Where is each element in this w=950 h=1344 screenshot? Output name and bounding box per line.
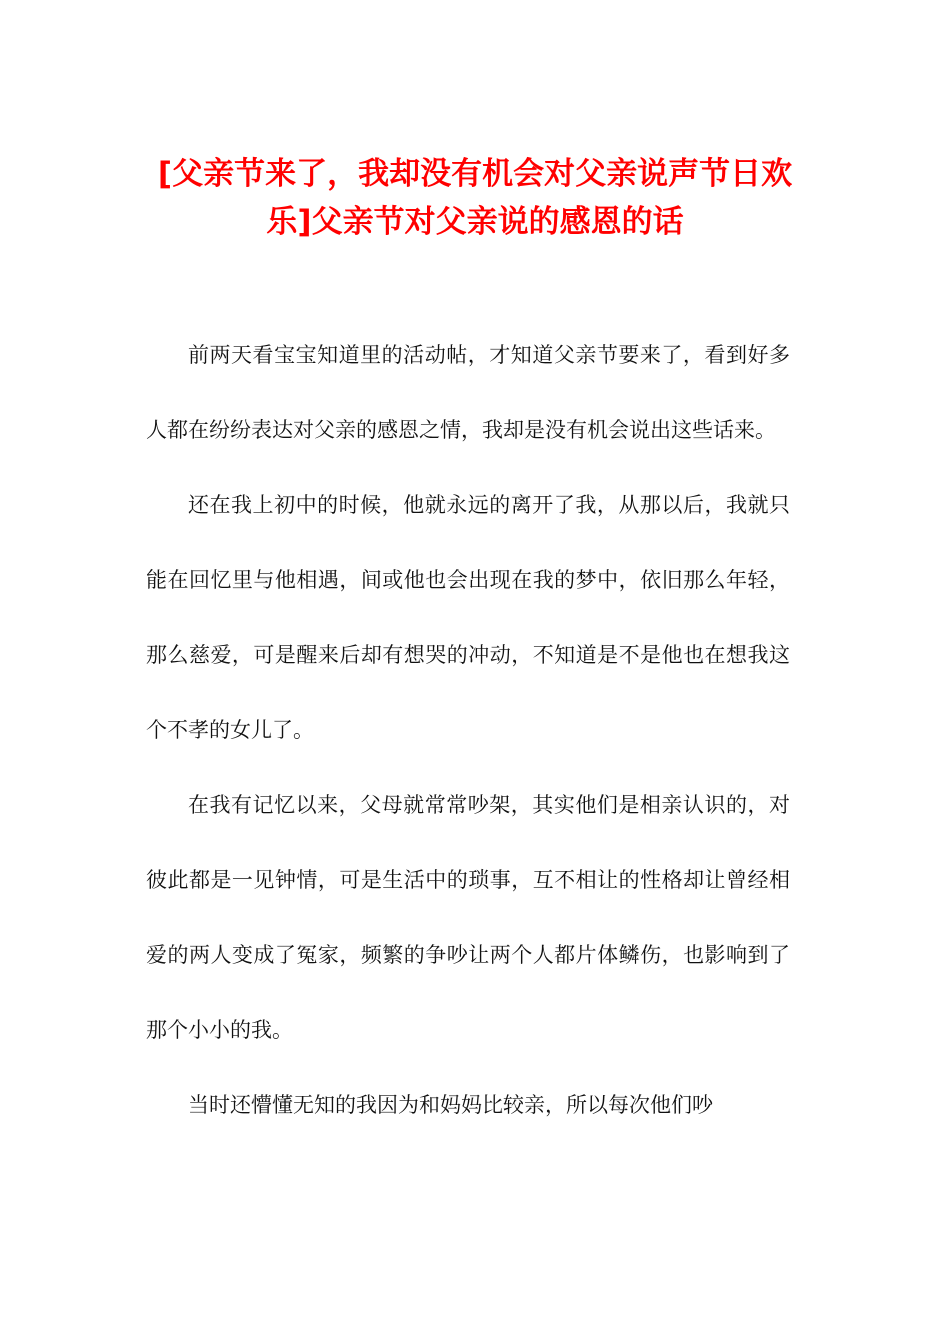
paragraph-2: 还在我上初中的时候，他就永远的离开了我，从那以后，我就只能在回忆里与他相遇，间或他也会出现在我的梦中，依旧那么年轻，那么慈爱，可是醒来后却有想哭的冲动，不知道是不是他也在想我这个不孝的女儿了。 — [146, 493, 790, 742]
document-body — [146, 318, 790, 1143]
paragraph-3: 在我有记忆以来，父母就常常吵架，其实他们是相亲认识的，对彼此都是一见钟情，可是生活中的琐事，互不相让的性格却让曾经相爱的两人变成了冤家，频繁的争吵让两个人都片体鳞伤，也影响到了那个小小的我。 — [146, 793, 790, 1042]
document-title: [父亲节来了，我却没有机会对父亲说声节日欢乐]父亲节对父亲说的感恩的话 — [157, 156, 793, 240]
paragraph-1: 前两天看宝宝知道里的活动帖，才知道父亲节要来了，看到好多人都在纷纷表达对父亲的感恩之情，我却是没有机会说出这些话来。 — [146, 343, 790, 442]
paragraph-4: 当时还懵懂无知的我因为和妈妈比较亲，所以每次他们吵 — [188, 1093, 713, 1117]
